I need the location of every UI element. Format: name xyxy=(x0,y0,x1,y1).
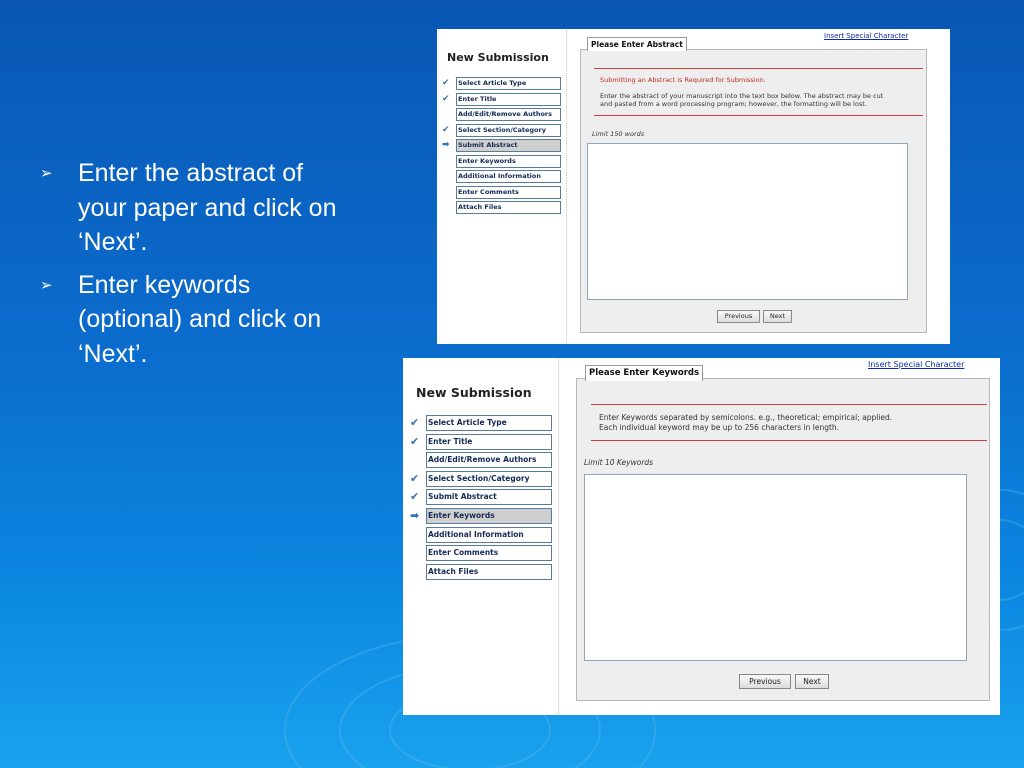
checkmark-icon: ✔ xyxy=(442,93,450,104)
step-submit-abstract[interactable]: ✔ Submit Abstract xyxy=(426,489,552,505)
step-submit-abstract[interactable]: ➡ Submit Abstract xyxy=(456,139,561,152)
divider xyxy=(591,440,987,441)
tab-enter-abstract[interactable]: Please Enter Abstract xyxy=(587,37,687,51)
step-section-category[interactable]: ✔ Select Section/Category xyxy=(426,471,552,487)
required-message: Submitting an Abstract is Required for Submission. xyxy=(600,76,766,84)
abstract-textarea[interactable] xyxy=(587,143,908,300)
current-step-arrow-icon: ➡ xyxy=(410,508,420,522)
next-button[interactable]: Next xyxy=(795,674,829,689)
previous-button[interactable]: Previous xyxy=(739,674,791,689)
checkmark-icon: ✔ xyxy=(442,78,450,88)
step-select-article-type[interactable]: ✔ Select Article Type xyxy=(426,415,552,431)
step-enter-comments[interactable]: Enter Comments xyxy=(426,545,552,561)
checkmark-icon: ✔ xyxy=(410,434,420,448)
bullet-text: Enter the abstract of your paper and click on ‘Next’. xyxy=(78,159,337,256)
submission-sidebar xyxy=(403,358,559,715)
step-enter-comments[interactable]: Enter Comments xyxy=(456,186,561,199)
insert-special-character-link[interactable]: Insert Special Character xyxy=(868,360,965,369)
instruction-line: Enter Keywords separated by semicolons. e.g., theoretical; empirical; applied. xyxy=(599,413,893,422)
instruction-line: and pasted from a word processing program; however, the formatting will be lost. xyxy=(600,100,867,108)
keyword-limit-label: Limit 10 Keywords xyxy=(584,458,654,467)
current-step-arrow-icon: ➡ xyxy=(442,140,450,150)
step-enter-keywords[interactable]: Enter Keywords xyxy=(456,155,561,168)
step-authors[interactable]: Add/Edit/Remove Authors xyxy=(456,108,561,121)
step-select-article-type[interactable]: ✔ Select Article Type xyxy=(456,77,561,90)
instruction-line: Each individual keyword may be up to 256 characters in length. xyxy=(599,423,840,432)
tab-enter-keywords[interactable]: Please Enter Keywords xyxy=(585,365,703,381)
next-button[interactable]: Next xyxy=(763,310,792,323)
instruction-line: Enter the abstract of your manuscript into the text box below. The abstract may be cut xyxy=(600,92,884,100)
step-list xyxy=(442,77,561,217)
checkmark-icon: ✔ xyxy=(442,124,450,135)
insert-special-character-link[interactable]: Insert Special Character xyxy=(824,32,909,40)
divider xyxy=(594,68,923,69)
bullet-keywords xyxy=(40,268,350,372)
word-limit-label: Limit 150 words xyxy=(592,130,645,138)
bullet-arrow-icon: ➢ xyxy=(40,165,53,182)
checkmark-icon: ✔ xyxy=(410,416,420,429)
bullet-abstract xyxy=(40,156,350,260)
divider xyxy=(594,115,923,116)
step-list xyxy=(410,415,552,582)
checkmark-icon: ✔ xyxy=(410,490,420,504)
abstract-screen xyxy=(437,29,950,344)
sidebar-title: New Submission xyxy=(447,51,549,64)
divider xyxy=(591,404,987,405)
step-authors[interactable]: Add/Edit/Remove Authors xyxy=(426,452,552,468)
step-enter-title[interactable]: ✔ Enter Title xyxy=(426,434,552,450)
step-additional-information[interactable]: Additional Information xyxy=(426,527,552,543)
step-attach-files[interactable]: Attach Files xyxy=(456,201,561,214)
step-enter-title[interactable]: ✔ Enter Title xyxy=(456,93,561,106)
sidebar-title: New Submission xyxy=(416,385,532,400)
step-additional-information[interactable]: Additional Information xyxy=(456,170,561,183)
checkmark-icon: ✔ xyxy=(410,471,420,485)
step-section-category[interactable]: ✔ Select Section/Category xyxy=(456,124,561,137)
step-enter-keywords[interactable]: ➡ Enter Keywords xyxy=(426,508,552,524)
keywords-screen xyxy=(403,358,1000,715)
bullet-arrow-icon: ➢ xyxy=(40,276,53,294)
previous-button[interactable]: Previous xyxy=(717,310,760,323)
bullet-text: Enter keywords (optional) and click on ‘Next’. xyxy=(78,270,322,368)
instruction-bullets xyxy=(40,156,350,379)
step-attach-files[interactable]: Attach Files xyxy=(426,564,552,580)
submission-sidebar xyxy=(437,29,567,344)
keywords-textarea[interactable] xyxy=(584,474,967,661)
